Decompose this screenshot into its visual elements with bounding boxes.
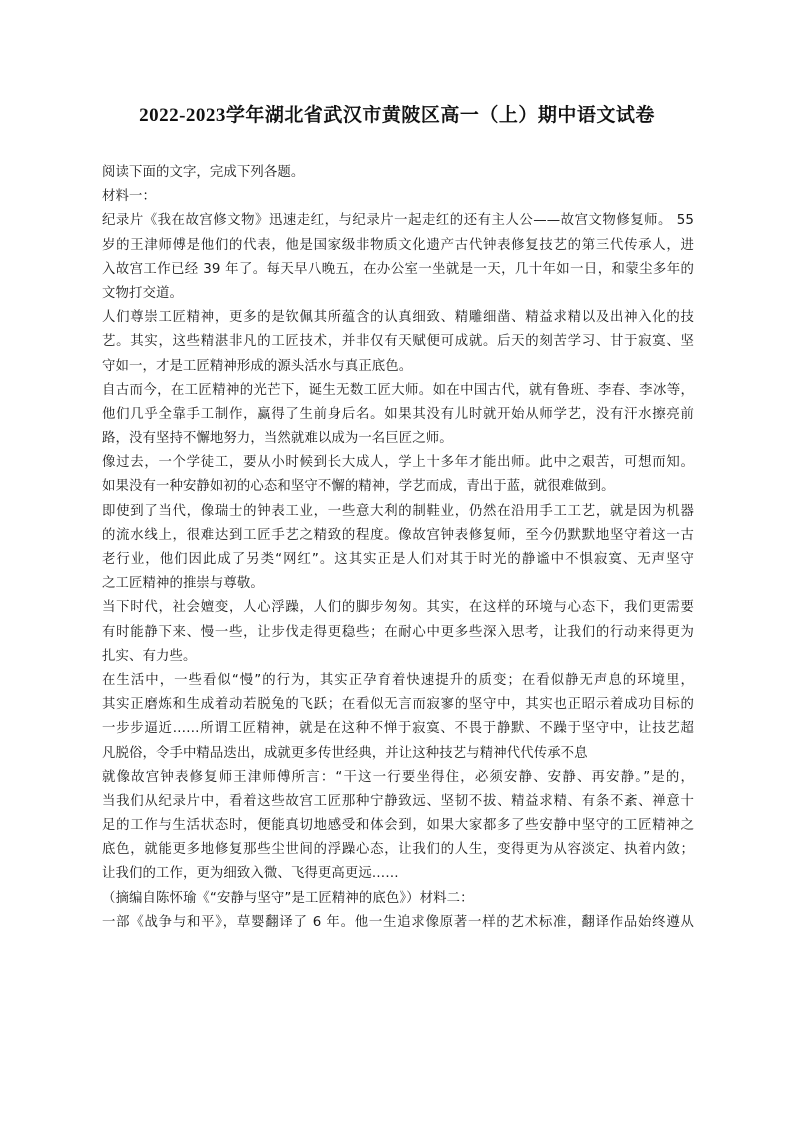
text-line: 入故宫工作已经 39 年了。每天早八晚五，在办公室一坐就是一天，几十年如一日，和蒙尘多年的 — [102, 261, 694, 277]
text-line: 纪录片《我在故宫修文物》迅速走红，与纪录片一起走红的还有主人公——故宫文物修复师。 55 — [102, 213, 694, 229]
text-line: （摘编自陈怀瑜《“安静与坚守”是工匠精神的底色》）材料二： — [102, 890, 474, 906]
page-title: 2022-2023学年湖北省武汉市黄陂区高一（上）期中语文试卷 — [139, 105, 655, 126]
text-line: 人们尊崇工匠精神，更多的是钦佩其所蕴含的认真细致、精雕细凿、精益求精以及出神入化的技 — [102, 310, 694, 326]
text-line: 如果没有一种安静如初的心态和坚守不懈的精神，学艺而成，青出于蓝，就很难做到。 — [102, 479, 615, 495]
text-line: 其实正磨炼和生成着动若脱兔的飞跃；在看似无言而寂寥的坚守中，其实也正昭示着成功目标的 — [102, 697, 694, 713]
text-line: 守如一，才是工匠精神形成的源头活水与真正底色。 — [102, 358, 413, 374]
text-line: 足的工作与生活状态时，便能真切地感受和体会到，如果大家都多了些安静中坚守的工匠精神之 — [102, 818, 694, 834]
text-line: 的流水线上，很难达到工匠手艺之精致的程度。像故宫钟表修复师，至今仍默默地坚守着这一古 — [102, 527, 694, 543]
text-line: 路，没有坚持不懈地努力，当然就难以成为一名巨匠之师。 — [102, 431, 453, 447]
text-line: 在生活中，一些看似“慢”的行为，其实正孕育着快速提升的质变；在看似静无声息的环境里， — [102, 672, 694, 688]
text-line: 材料一： — [102, 189, 156, 205]
text-line: 艺。其实，这些精湛非凡的工匠技术，并非仅有天赋便可成就。后天的刻苦学习、甘于寂寞、坚 — [102, 334, 694, 350]
text-line: 岁的王津师傅是他们的代表，他是国家级非物质文化遗产古代钟表修复技艺的第三代传承人，进 — [102, 237, 694, 253]
text-line: 即使到了当代，像瑞士的钟表工业，一些意大利的制鞋业，仍然在沿用手工工艺，就是因为机器 — [102, 503, 694, 519]
text-line: 有时能静下来、慢一些，让步伐走得更稳些；在耐心中更多些深入思考，让我们的行动来得更为 — [102, 624, 694, 640]
text-line: 让我们的工作，更为细致入微、飞得更高更远…… — [102, 866, 399, 882]
document-body — [102, 161, 694, 935]
text-line: 自古而今，在工匠精神的光芒下，诞生无数工匠大师。如在中国古代，就有鲁班、李春、李冰等， — [102, 382, 694, 398]
text-line: 他们几乎全靠手工制作，赢得了生前身后名。如果其没有儿时就开始从师学艺，没有汗水擦亮前 — [102, 406, 694, 422]
text-line: 当下时代，社会嬗变，人心浮躁，人们的脚步匆匆。其实，在这样的环境与心态下，我们更需要 — [102, 600, 694, 616]
text-line: 就像故宫钟表修复师王津师傅所言：“干这一行要坐得住，必须安静、安静、再安静。”是的， — [102, 769, 694, 785]
text-line: 老行业，他们因此成了另类“网红”。这其实正是人们对其于时光的静谧中不惧寂寞、无声坚守 — [102, 552, 694, 567]
text-line: 阅读下面的文字，完成下列各题。 — [102, 165, 305, 180]
text-line: 当我们从纪录片中，看着这些故宫工匠那种宁静致远、坚韧不拔、精益求精、有条不紊、禅意十 — [102, 793, 694, 809]
text-line: 扎实、有力些。 — [102, 648, 197, 664]
text-line: 一部《战争与和平》，草婴翻译了 6 年。他一生追求像原著一样的艺术标准，翻译作品始终遵从 — [102, 914, 694, 930]
text-line: 像过去，一个学徒工，要从小时候到长大成人，学上十多年才能出师。此中之艰苦，可想而知。 — [102, 455, 694, 471]
text-line: 底色，就能更多地修复那些尘世间的浮躁心态，让我们的人生，变得更为从容淡定、执着内敛； — [102, 842, 694, 858]
text-line: 一步步逼近……所谓工匠精神，就是在这种不惮于寂寞、不畏于静默、不躁于坚守中，让技艺超 — [102, 721, 694, 737]
text-line: 之工匠精神的推崇与尊敬。 — [102, 576, 264, 592]
text-line: 凡脱俗，令手中精品迭出，成就更多传世经典，并让这种技艺与精神代代传承不息 — [102, 745, 588, 761]
text-line: 文物打交道。 — [102, 285, 183, 301]
